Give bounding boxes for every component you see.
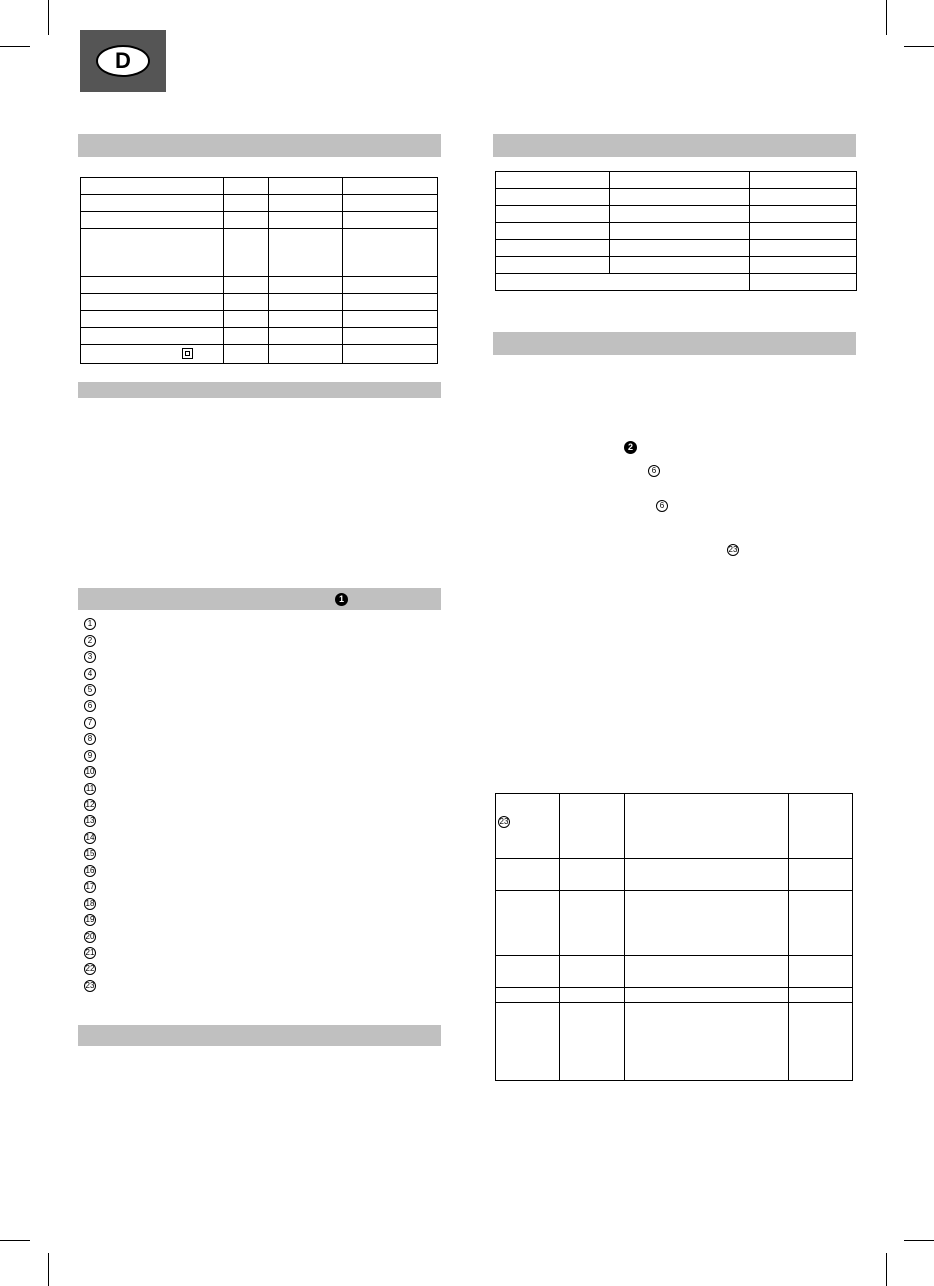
- list-item: [84, 632, 96, 648]
- part-number-icon: 10: [85, 767, 95, 777]
- technical-data-table: [80, 177, 438, 364]
- section-bar-technical-data: [78, 134, 441, 157]
- part-number-icon: 14: [85, 832, 95, 842]
- list-item: [84, 895, 96, 911]
- part-number-icon: 17: [85, 882, 95, 892]
- part-number-icon: 21: [85, 947, 95, 957]
- part-number-icon: 4: [84, 668, 96, 680]
- part-number-icon: 5: [84, 684, 96, 696]
- list-item: [84, 748, 96, 764]
- part-number-icon: 19: [85, 915, 95, 925]
- part-number-icon: 23: [85, 980, 95, 990]
- part-number-icon: 22: [85, 964, 95, 974]
- list-item: [84, 698, 96, 714]
- part-number-icon: 20: [85, 931, 95, 941]
- section-bar-parts-overview: [78, 588, 441, 610]
- part-number-icon: 13: [85, 816, 95, 826]
- part-number-icon: 6: [656, 500, 668, 512]
- list-item: [84, 649, 96, 665]
- section-bar-right-middle: [493, 332, 856, 355]
- list-item: [84, 846, 96, 862]
- list-item: [84, 945, 96, 961]
- language-badge: [80, 30, 166, 92]
- crop-mark-icon: [48, 1253, 49, 1286]
- parts-list: [84, 616, 96, 994]
- list-item: [84, 813, 96, 829]
- list-item: [84, 928, 96, 944]
- part-number-icon: 11: [85, 783, 95, 793]
- list-item: [84, 616, 96, 632]
- part-number-icon: 23: [499, 817, 509, 826]
- part-number-icon: 12: [85, 800, 95, 810]
- list-item: [84, 912, 96, 928]
- part-number-icon: 15: [85, 849, 95, 859]
- section-bar-lower-left: [78, 1025, 441, 1046]
- crop-mark-icon: [904, 46, 934, 47]
- list-item: [84, 830, 96, 846]
- part-number-icon: 3: [84, 651, 96, 663]
- part-number-icon: 6: [648, 465, 660, 477]
- list-item: [84, 715, 96, 731]
- figure-ref-icon: 2: [624, 441, 637, 454]
- part-number-icon: 9: [84, 750, 96, 762]
- crop-mark-icon: [0, 1240, 30, 1241]
- figure-ref-icon: 1: [335, 593, 348, 606]
- list-item: [84, 797, 96, 813]
- crop-mark-icon: [48, 0, 49, 35]
- list-item: [84, 961, 96, 977]
- language-code: D: [96, 45, 150, 77]
- crop-mark-icon: [0, 46, 30, 47]
- section-bar-intended-use: [78, 382, 441, 398]
- troubleshooting-table: [495, 793, 853, 1081]
- list-item: [84, 764, 96, 780]
- part-number-icon: 2: [84, 635, 96, 647]
- part-number-icon: 6: [84, 700, 96, 712]
- part-number-icon: 23: [728, 545, 738, 554]
- right-data-table: [495, 171, 857, 291]
- part-number-icon: 7: [84, 717, 96, 729]
- double-insulation-icon: [182, 348, 193, 359]
- part-number-icon: 8: [84, 733, 96, 745]
- list-item: [84, 682, 96, 698]
- list-item: [84, 978, 96, 994]
- list-item: [84, 665, 96, 681]
- list-item: [84, 863, 96, 879]
- section-bar-right-top: [493, 134, 856, 157]
- crop-mark-icon: [904, 1240, 934, 1241]
- part-number-icon: 1: [84, 618, 96, 630]
- part-number-icon: 16: [85, 865, 95, 875]
- part-number-icon: 18: [85, 898, 95, 908]
- list-item: [84, 780, 96, 796]
- list-item: [84, 879, 96, 895]
- list-item: [84, 731, 96, 747]
- crop-mark-icon: [886, 1253, 887, 1286]
- crop-mark-icon: [886, 0, 887, 35]
